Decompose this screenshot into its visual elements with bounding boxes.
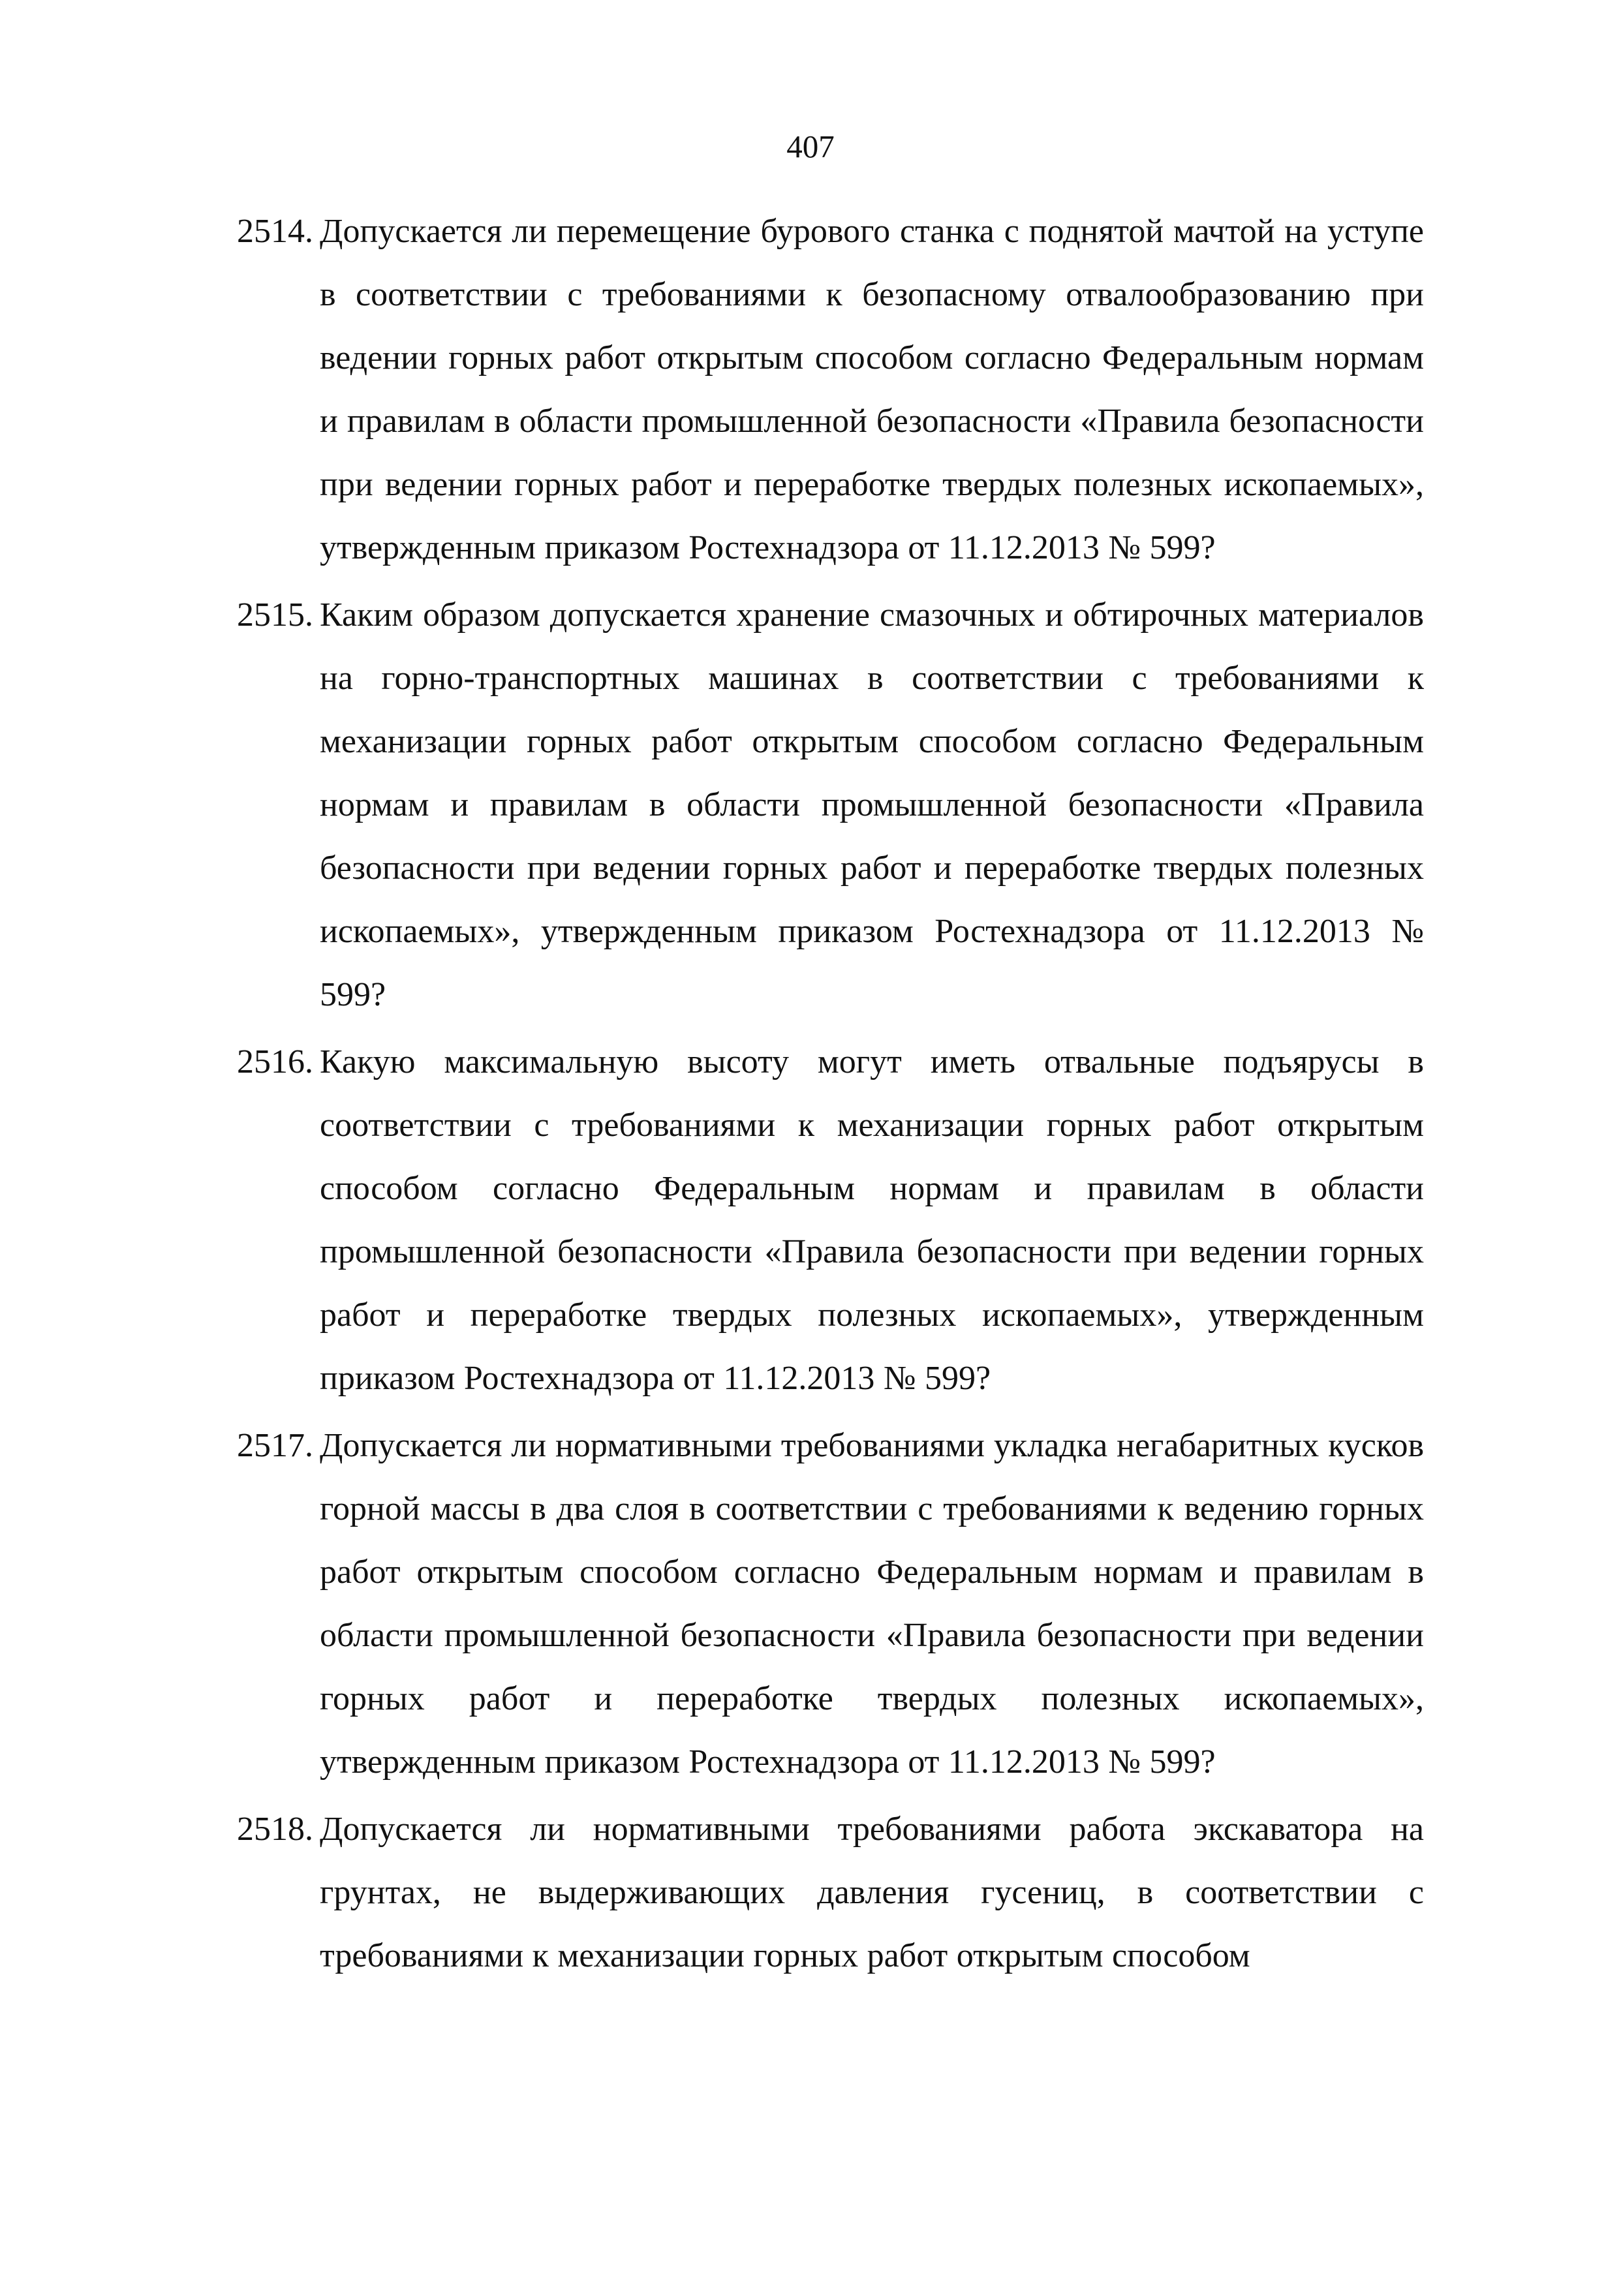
question-text: Допускается ли перемещение бурового станка с поднятой мачтой на уступе в соответствии с требованиями к безопасному отвалообразованию при ведении горных работ открытым способом согласно Федеральным нормам и правилам в области промышленной безопасности «Правила безопасности при ведении горных работ и переработке твердых полезных ископаемых», утвержденным приказом Ростехнадзора от 11.12.2013 № 599? [320,213,1424,566]
question-text: Каким образом допускается хранение смазочных и обтирочных материалов на горно-транспортных машинах в соответствии с требованиями к механизации горных работ открытым способом согласно Федеральным нормам и правилам в области промышленной безопасности «Правила безопасности при ведении горных работ и переработке твердых полезных ископаемых», утвержденным приказом Ростехнадзора от 11.12.2013 № 599? [320,596,1424,1013]
question-text: Допускается ли нормативными требованиями укладка негабаритных кусков горной массы в два слоя в соответствии с требованиями к ведению горных работ открытым способом согласно Федеральным нормам и правилам в области промышленной безопасности «Правила безопасности при ведении горных работ и переработке твердых полезных ископаемых», утвержденным приказом Ростехнадзора от 11.12.2013 № 599? [320,1427,1424,1781]
question-number: 2517. [237,1427,313,1464]
question-number: 2518. [237,1811,313,1848]
question-text: Допускается ли нормативными требованиями работа экскаватора на грунтах, не выдерживающих давления гусениц, в соответствии с требованиями к механизации горных работ открытым способом [320,1811,1424,1974]
page-number: 407 [786,129,835,164]
question-number: 2514. [237,213,313,250]
question-text: Какую максимальную высоту могут иметь отвальные подъярусы в соответствии с требованиями к механизации горных работ открытым способом согласно Федеральным нормам и правилам в области промышленной безопасности «Правила безопасности при ведении горных работ и переработке твердых полезных ископаемых», утвержденным приказом Ростехнадзора от 11.12.2013 № 599? [320,1043,1424,1397]
question-item [228,1030,1424,1410]
question-list [228,200,1424,1991]
question-number: 2515. [237,596,313,634]
question-item [228,583,1424,1026]
question-item [228,1798,1424,1987]
question-item [228,1414,1424,1794]
question-number: 2516. [237,1043,313,1080]
question-item [228,200,1424,579]
